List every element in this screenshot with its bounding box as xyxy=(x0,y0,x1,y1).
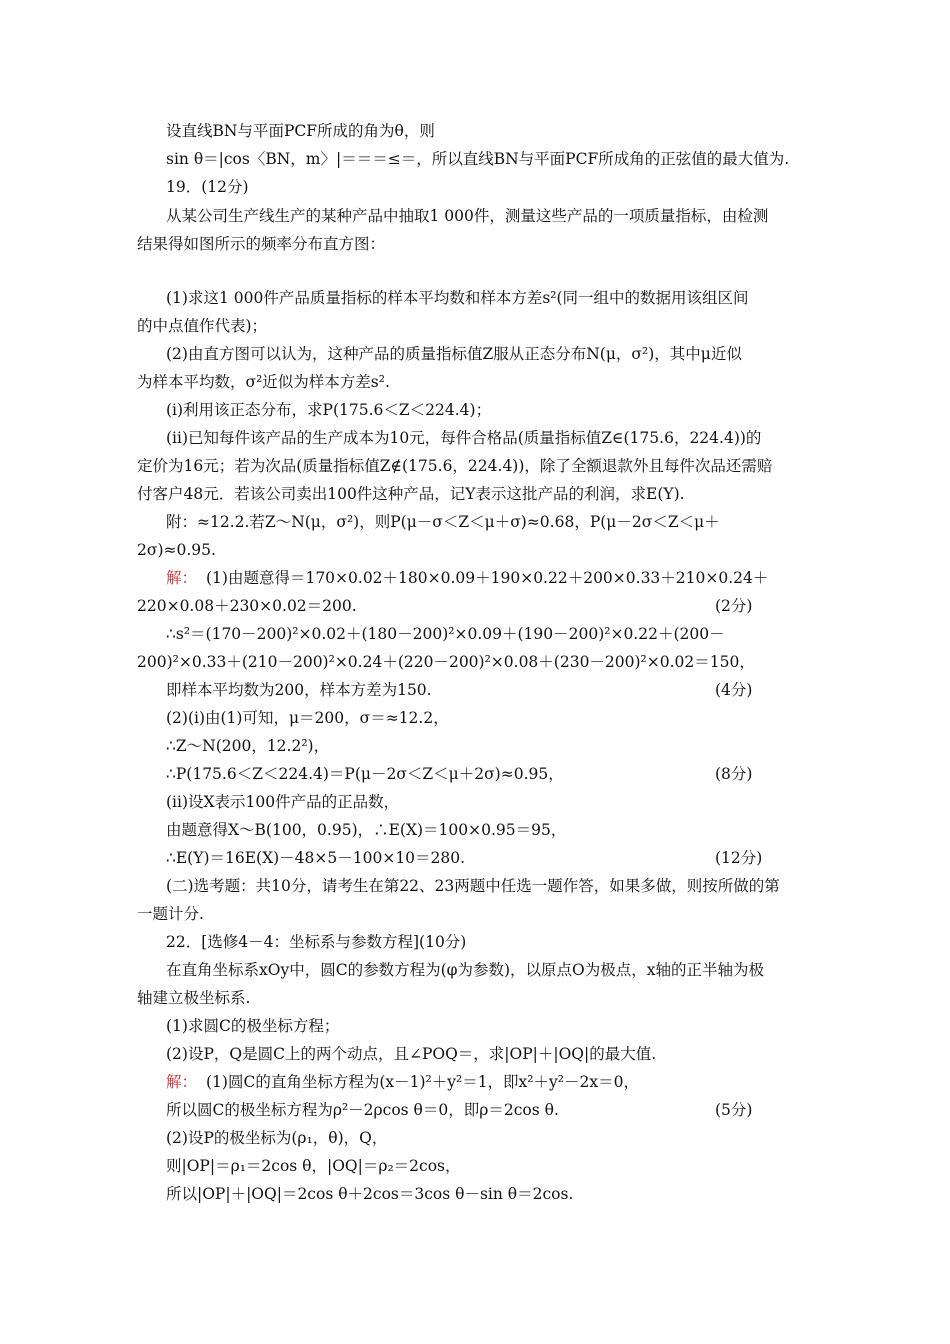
text-line: 从某公司生产线生产的某种产品中抽取1 000件，测量这些产品的一项质量指标，由检测 xyxy=(166,207,769,225)
section-heading: (二)选考题：共10分，请考生在第22、23两题中任选一题作答，如果多做，则按所做的第 xyxy=(166,877,780,895)
solution-line: 解： (1)由题意得＝170×0.02＋180×0.09＋190×0.22＋200×0.33＋210×0.24＋ xyxy=(0,564,950,592)
score-note: (2分) xyxy=(715,597,753,615)
text-line: 在直角坐标系xOy中，圆C的参数方程为(φ为参数)，以原点O为极点，x轴的正半轴为极 xyxy=(166,961,764,979)
text-line: 定价为16元；若为次品(质量指标值Z∉(175.6，224.4))，除了全额退款外且每件次品还需赔 xyxy=(137,457,773,475)
solution-line: 220×0.08＋230×0.02＝200. (2分) xyxy=(0,592,950,620)
solution-line: (ⅱ)设X表示100件产品的正品数， xyxy=(166,793,400,811)
solution-label: 解： xyxy=(166,569,198,587)
text-line: 一题计分. xyxy=(137,905,204,923)
text-line: (ⅱ)已知每件该产品的生产成本为10元，每件合格品(质量指标值Z∈(175.6，224.4))的 xyxy=(166,429,762,447)
solution-line: ∴E(Y)＝16E(X)－48×5－100×10＝280. (12分) xyxy=(0,844,950,872)
solution-line: 则|OP|＝ρ₁＝2cos θ，|OQ|＝ρ₂＝2cos， xyxy=(166,1157,461,1175)
problem-number: 19．(12分) xyxy=(166,178,249,196)
solution-line: (2)(ⅰ)由(1)可知，μ＝200，σ＝≈12.2， xyxy=(166,709,449,727)
solution-line: 所以|OP|＋|OQ|＝2cos θ＋2cos＝3cos θ－sin θ＝2cos. xyxy=(166,1185,574,1203)
text-line: 2σ)≈0.95. xyxy=(137,541,216,559)
solution-line: (2)设P的极坐标为(ρ₁，θ)，Q， xyxy=(166,1129,388,1147)
score-note: (8分) xyxy=(715,765,753,783)
text-line: 的中点值作代表)； xyxy=(137,317,268,335)
text-line: (2)设P，Q是圆C上的两个动点，且∠POQ＝，求|OP|＋|OQ|的最大值. xyxy=(166,1045,657,1063)
solution-line: ∴Z～N(200，12.2²)， xyxy=(166,737,330,755)
text-line: (1)求这1 000件产品质量指标的样本平均数和样本方差s²(同一组中的数据用该组区间 xyxy=(166,289,749,307)
text-line: (ⅰ)利用该正态分布，求P(175.6＜Z＜224.4)； xyxy=(166,401,492,419)
solution-line: 由题意得X～B(100，0.95)，∴E(X)＝100×0.95＝95， xyxy=(166,821,567,839)
text-line: 结果得如图所示的频率分布直方图： xyxy=(137,235,386,253)
text-line: 付客户48元．若该公司卖出100件这种产品，记Y表示这批产品的利润，求E(Y). xyxy=(137,485,685,503)
text-line: sin θ＝|cos〈BN，m〉|＝＝＝≤＝，所以直线BN与平面PCF所成角的正弦值的最大值为. xyxy=(166,150,790,168)
solution-line: 解： (1)圆C的直角坐标方程为(x－1)²＋y²＝1，即x²＋y²－2x＝0， xyxy=(0,1068,950,1096)
text-line: 为样本平均数，σ²近似为样本方差s². xyxy=(137,373,390,391)
text-line: (2)由直方图可以认为，这种产品的质量指标值Z服从正态分布N(μ，σ²)，其中μ近似 xyxy=(166,345,742,363)
text-line: 附：≈12.2.若Z～N(μ，σ²)，则P(μ－σ＜Z＜μ＋σ)≈0.68，P(μ－2σ＜Z＜μ＋ xyxy=(166,513,720,531)
solution-line: 即样本平均数为200，样本方差为150. (4分) xyxy=(0,676,950,704)
text-line: 设直线BN与平面PCF所成的角为θ，则 xyxy=(166,122,435,140)
solution-line: 所以圆C的极坐标方程为ρ²－2ρcos θ＝0，即ρ＝2cos θ. (5分) xyxy=(0,1096,950,1124)
problem-number: 22．[选修4－4：坐标系与参数方程](10分) xyxy=(166,933,467,951)
text-line: 轴建立极坐标系. xyxy=(137,989,251,1007)
solution-line: ∴P(175.6＜Z＜224.4)＝P(μ－2σ＜Z＜μ＋2σ)≈0.95， (8分) xyxy=(0,760,950,788)
text-line: (1)求圆C的极坐标方程； xyxy=(166,1017,340,1035)
solution-line: 200)²×0.33＋(210－200)²×0.24＋(220－200)²×0.08＋(230－200)²×0.02＝150， xyxy=(137,653,755,671)
solution-line: ∴s²＝(170－200)²×0.02＋(180－200)²×0.09＋(190－200)²×0.22＋(200－ xyxy=(166,625,725,643)
score-note: (5分) xyxy=(715,1101,753,1119)
solution-label: 解： xyxy=(166,1073,198,1091)
score-note: (4分) xyxy=(715,681,753,699)
score-note: (12分) xyxy=(715,849,763,867)
